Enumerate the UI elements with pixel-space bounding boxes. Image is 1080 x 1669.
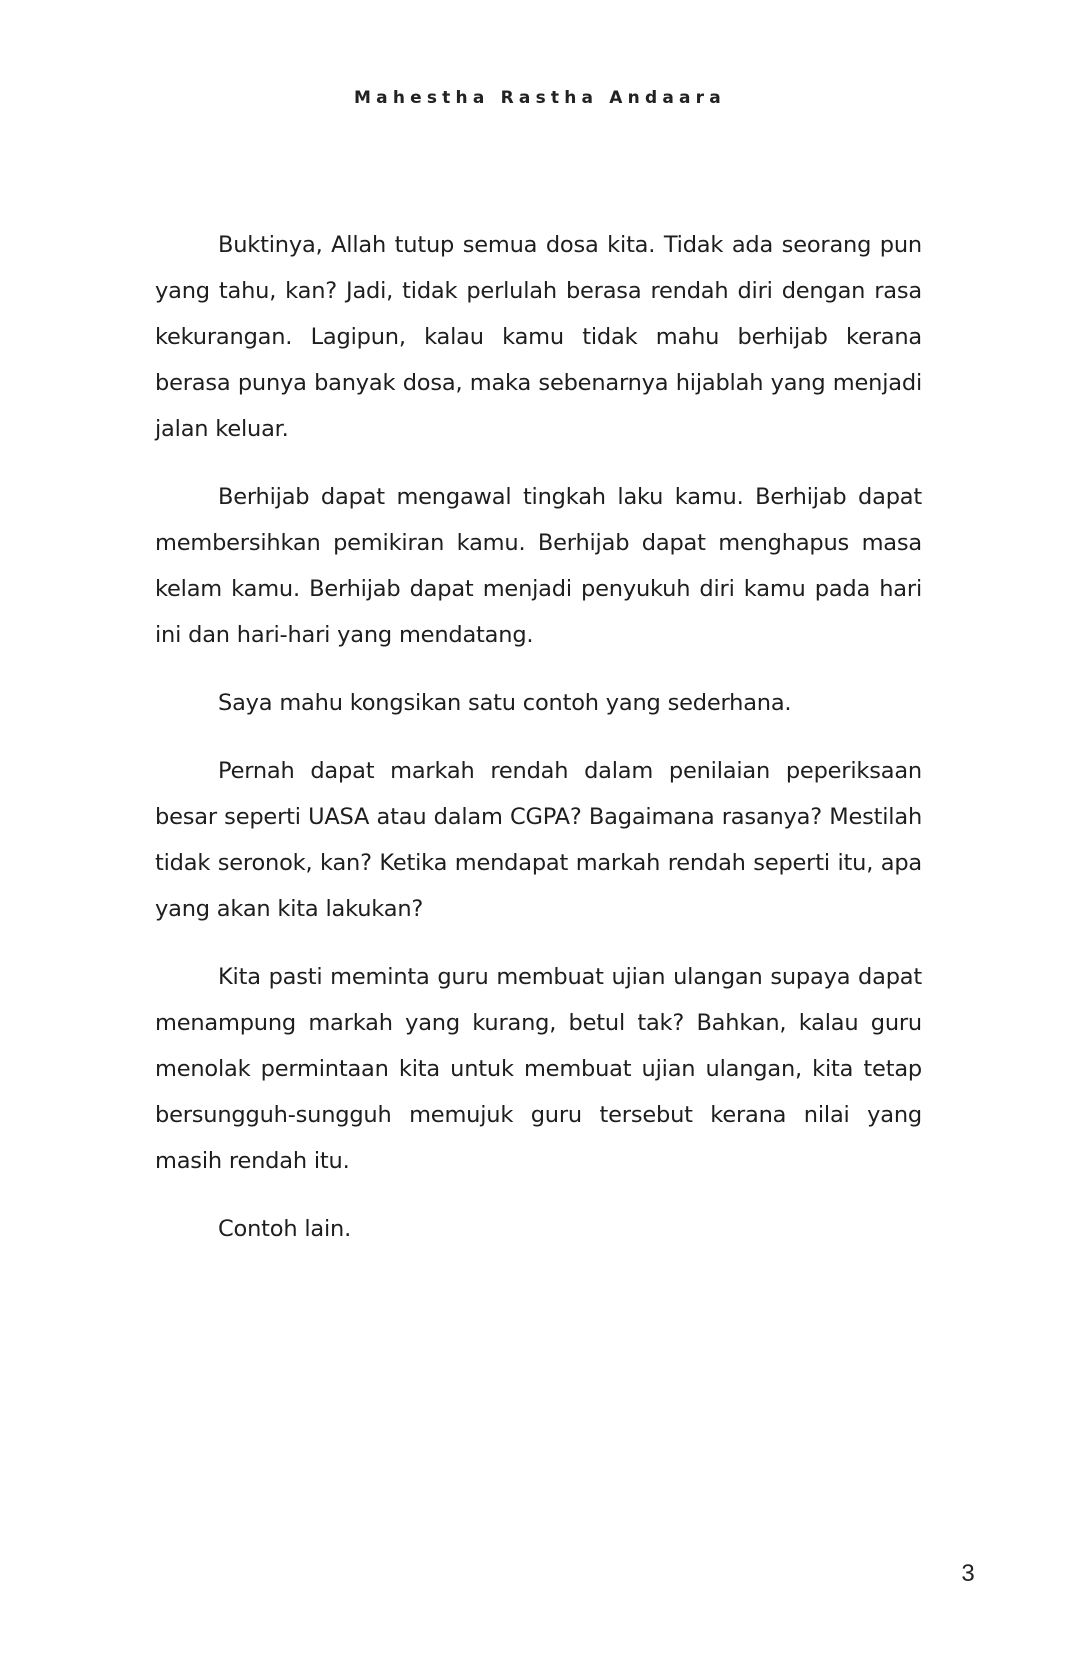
- running-header-author: Mahestha Rastha Andaara: [354, 88, 726, 108]
- paragraph: Berhijab dapat mengawal tingkah laku kamu. Berhijab dapat membersihkan pemikiran kamu. Berhijab dapat menghapus masa kelam kamu. Berhijab dapat menjadi penyukuh diri kamu pada hari ini dan hari-hari yang mendatang.: [155, 484, 922, 648]
- paragraph: Buktinya, Allah tutup semua dosa kita. Tidak ada seorang pun yang tahu, kan? Jadi, tidak perlulah berasa rendah diri dengan rasa kekurangan. Lagipun, kalau kamu tidak mahu berhijab kerana berasa punya banyak dosa, maka sebenarnya hijablah yang menjadi jalan keluar.: [155, 232, 922, 442]
- paragraph: Pernah dapat markah rendah dalam penilaian peperiksaan besar seperti UASA atau dalam CGPA? Bagaimana rasanya? Mestilah tidak seronok, kan? Ketika mendapat markah rendah seperti itu, apa yang akan kita lakukan?: [155, 758, 922, 922]
- paragraph: Saya mahu kongsikan satu contoh yang sederhana.: [218, 690, 792, 716]
- paragraph: Kita pasti meminta guru membuat ujian ulangan supaya dapat menampung markah yang kurang, betul tak? Bahkan, kalau guru menolak permintaan kita untuk membuat ujian ulangan, kita tetap bersungguh-sungguh memujuk guru tersebut kerana nilai yang masih rendah itu.: [155, 964, 922, 1174]
- paragraph: Contoh lain.: [218, 1216, 352, 1242]
- body-text: [155, 222, 922, 1274]
- page-number: 3: [961, 1560, 975, 1587]
